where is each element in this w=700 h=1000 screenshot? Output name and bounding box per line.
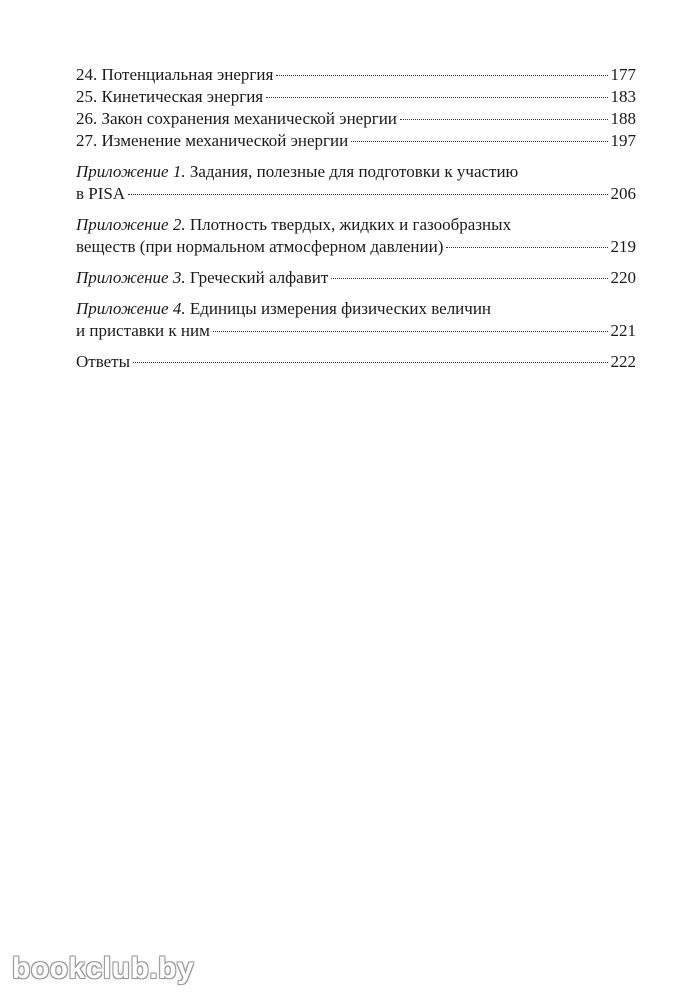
toc-page-number: 183 <box>610 87 636 106</box>
toc-page-number: 219 <box>610 237 636 256</box>
toc-page-number: 197 <box>610 131 636 150</box>
dot-leader <box>128 194 607 195</box>
toc-entry-title: 25. Кинетическая энергия <box>76 87 264 106</box>
toc-entry-chapter-24[interactable] <box>76 64 636 86</box>
toc-entry-appendix-3[interactable] <box>76 267 636 289</box>
toc-line <box>76 236 636 258</box>
toc-entry-title-cont: веществ (при нормальном атмосферном давлении) <box>76 237 444 256</box>
toc-entry-chapter-26[interactable] <box>76 108 636 130</box>
toc-line <box>76 298 636 320</box>
dot-leader <box>266 97 607 98</box>
table-of-contents <box>76 64 636 373</box>
toc-entry-title: Единицы измерения физических величин <box>185 299 492 318</box>
toc-entry-title: 24. Потенциальная энергия <box>76 65 274 84</box>
toc-line <box>76 161 636 183</box>
toc-entry-chapter-25[interactable] <box>76 86 636 108</box>
dot-leader <box>276 75 607 76</box>
toc-line <box>76 64 636 86</box>
toc-line <box>76 214 636 236</box>
toc-line <box>76 183 636 205</box>
toc-entry-appendix-2[interactable] <box>76 214 636 258</box>
toc-page-number: 206 <box>610 184 636 203</box>
toc-entry-title: Задания, полезные для подготовки к участию <box>185 162 519 181</box>
toc-entry-title-cont: в PISA <box>76 184 126 203</box>
toc-entry-title: Ответы <box>76 352 131 371</box>
toc-page-number: 221 <box>610 321 636 340</box>
appendix-label: Приложение 2. <box>76 215 186 234</box>
toc-line <box>76 130 636 152</box>
toc-page-number: 177 <box>610 65 636 84</box>
toc-entry-appendix-1[interactable] <box>76 161 636 205</box>
toc-line <box>76 108 636 130</box>
dot-leader <box>446 247 607 248</box>
toc-entry-title: Греческий алфавит <box>185 268 329 287</box>
dot-leader <box>400 119 608 120</box>
appendix-label: Приложение 3. <box>76 268 186 287</box>
toc-entry-chapter-27[interactable] <box>76 130 636 152</box>
toc-entry-title-cont: и приставки к ним <box>76 321 210 340</box>
dot-leader <box>213 331 608 332</box>
toc-entry-appendix-4[interactable] <box>76 298 636 342</box>
toc-entry-title-wrap <box>76 267 328 289</box>
toc-entry-title: Плотность твердых, жидких и газообразных <box>185 215 512 234</box>
appendix-label: Приложение 4. <box>76 299 186 318</box>
appendix-label: Приложение 1. <box>76 162 186 181</box>
dot-leader <box>133 362 607 363</box>
toc-line <box>76 320 636 342</box>
toc-line <box>76 86 636 108</box>
toc-line <box>76 351 636 373</box>
toc-line <box>76 267 636 289</box>
dot-leader <box>351 141 607 142</box>
toc-page-number: 222 <box>610 352 636 371</box>
toc-entry-title: 26. Закон сохранения механической энергии <box>76 109 397 128</box>
toc-entry-title: 27. Изменение механической энергии <box>76 131 349 150</box>
watermark-logo: bookclub.by <box>12 952 195 985</box>
dot-leader <box>331 278 607 279</box>
toc-page-number: 188 <box>610 109 636 128</box>
toc-page-number: 220 <box>610 268 636 287</box>
toc-entry-answers[interactable] <box>76 351 636 373</box>
